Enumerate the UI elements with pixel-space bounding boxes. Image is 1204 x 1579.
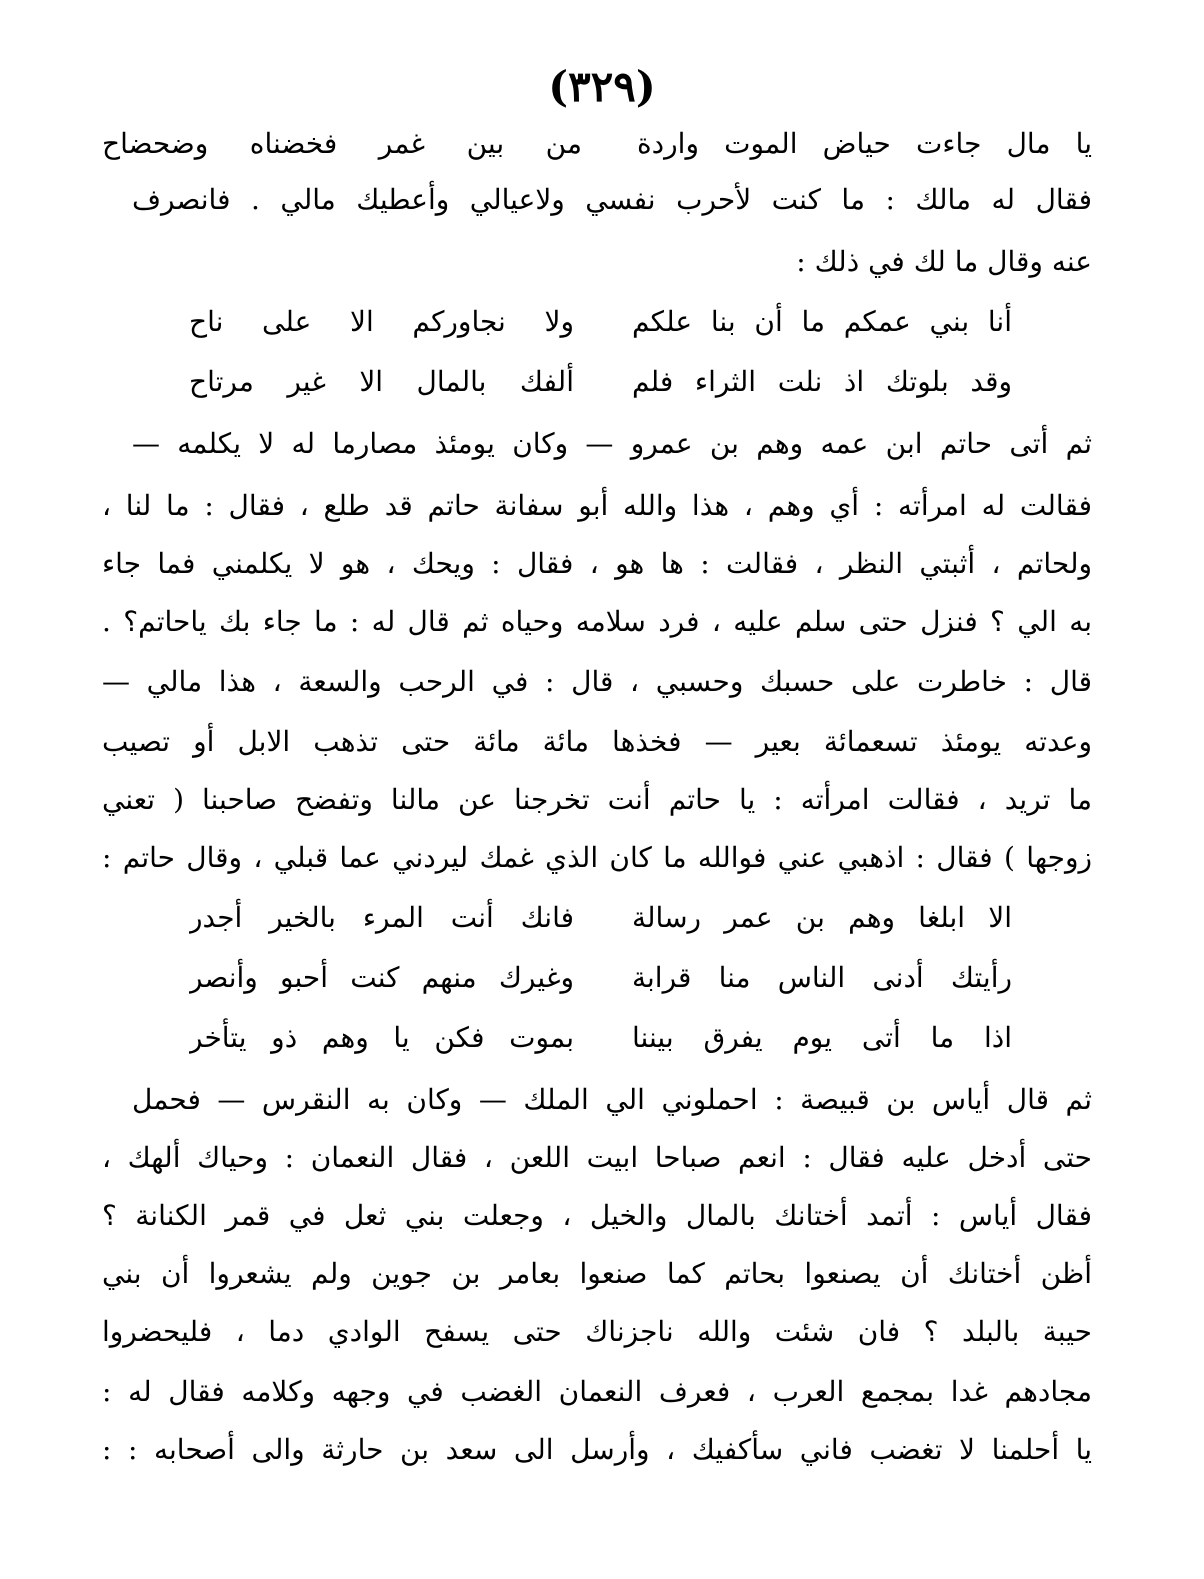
prose-line: ثم قال أياس بن قبيصة : احملوني الي الملك — وكان به النقرس — فحمل: [132, 1083, 1092, 1116]
prose-line: مجادهم غدا بمجمع العرب ، فعرف النعمان الغضب في وجهه وكلامه فقال له :: [102, 1375, 1092, 1408]
page-number: (٣٢٩): [548, 62, 656, 111]
prose-line: حيبة بالبلد ؟ فان شئت والله ناجزناك حتى يسفح الوادي دما ، فليحضروا: [102, 1315, 1092, 1348]
prose-line: فقال له مالك : ما كنت لأحرب نفسي ولاعيالي وأعطيك مالي . فانصرف: [132, 183, 1092, 216]
verse-hemistich-left: وغيرك منهم كنت أحبو وأنصر: [189, 961, 574, 994]
verse-hemistich-left: فانك أنت المرء بالخير أجدر: [189, 901, 574, 934]
prose-line: ما تريد ، فقالت امرأته : يا حاتم أنت تخرجنا عن مالنا وتفضح صاحبنا ( تعني: [102, 783, 1092, 816]
verse-hemistich-left: بموت فكن يا وهم ذو يتأخر: [189, 1021, 574, 1054]
prose-line: قال : خاطرت على حسبك وحسبي ، قال : في الرحب والسعة ، هذا مالي —: [102, 665, 1092, 698]
prose-line: ثم أتى حاتم ابن عمه وهم بن عمرو — وكان يومئذ مصارما له لا يكلمه —: [132, 427, 1092, 460]
verse-hemistich-right: الا ابلغا وهم بن عمر رسالة: [632, 901, 1012, 934]
prose-line: عنه وقال ما لك في ذلك :: [796, 245, 1092, 278]
verse-hemistich-right: وقد بلوتك اذ نلت الثراء فلم: [632, 365, 1012, 398]
verse-hemistich-left: ولا نجاوركم الا على ناح: [189, 305, 574, 338]
verse-hemistich-right: اذا ما أتى يوم يفرق بيننا: [632, 1021, 1012, 1054]
prose-line: أظن أختانك أن يصنعوا بحاتم كما صنعوا بعامر بن جوين ولم يشعروا أن بني: [102, 1257, 1092, 1290]
prose-line: زوجها ) فقال : اذهبي عني فوالله ما كان الذي غمك ليردني عما قبلي ، وقال حاتم :: [102, 841, 1092, 874]
prose-line: يا أحلمنا لا تغضب فاني سأكفيك ، وأرسل الى سعد بن حارثة والى أصحابه : :: [102, 1433, 1092, 1466]
prose-line: فقالت له امرأته : أي وهم ، هذا والله أبو سفانة حاتم قد طلع ، فقال : ما لنا ،: [102, 489, 1092, 522]
verse-hemistich-right: أنا بني عمكم ما أن بنا علكم: [632, 305, 1012, 338]
prose-line: به الي ؟ فنزل حتى سلم عليه ، فرد سلامه وحياه ثم قال له : ما جاء بك ياحاتم؟ .: [102, 605, 1092, 638]
verse-hemistich-right: يا مال جاءت حياض الموت واردة: [637, 127, 1092, 160]
verse-hemistich-right: رأيتك أدنى الناس منا قرابة: [632, 961, 1012, 994]
verse-hemistich-left: ألفك بالمال الا غير مرتاح: [189, 365, 574, 398]
verse-hemistich-left: من بين غمر فخضناه وضحضاح: [102, 127, 582, 160]
prose-line: وعدته يومئذ تسعمائة بعير — فخذها مائة مائة حتى تذهب الابل أو تصيب: [102, 725, 1092, 758]
prose-line: فقال أياس : أتمد أختانك بالمال والخيل ، وجعلت بني ثعل في قمر الكنانة ؟: [102, 1199, 1092, 1232]
prose-line: ولحاتم ، أثبتي النظر ، فقالت : ها هو ، فقال : ويحك ، هو لا يكلمني فما جاء: [102, 547, 1092, 580]
prose-line: حتى أدخل عليه فقال : انعم صباحا ابيت اللعن ، فقال النعمان : وحياك ألهك ،: [102, 1141, 1092, 1174]
